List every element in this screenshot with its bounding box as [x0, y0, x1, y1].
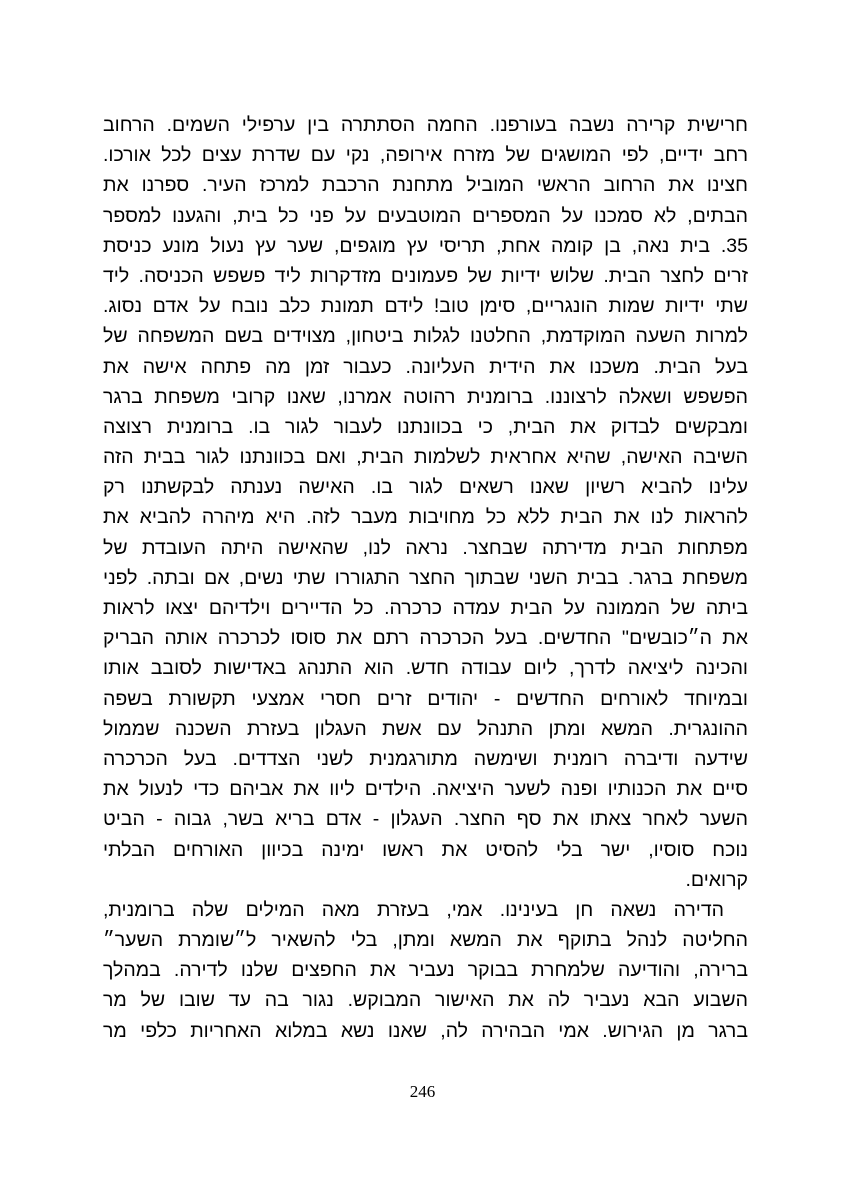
text-line: ההונגרית. המשא ומתן התנהל עם אשת העגלון בעזרת השכנה שממול — [103, 717, 748, 740]
text-line: השיבה האישה, שהיא אחראית לשלמות הבית, ואם בכוונתנו לגור בבית הזה — [103, 446, 748, 469]
text-line: חצינו את הרחוב הראשי המוביל מתחנת הרכבת למרכז העיר. ספרנו את — [103, 174, 748, 197]
body-text — [103, 110, 748, 1046]
text-line: שידעה ודיברה רומנית ושימשה מתורגמנית לשני הצדדים. בעל הכרכרה — [103, 747, 748, 770]
text-line: למרות השעה המוקדמת, החלטנו לגלות ביטחון, מצוידים בשם המשפחה של — [103, 325, 748, 348]
text-line: עלינו להביא רשיון שאנו רשאים לגור בו. האישה נענתה לבקשתנו רק — [103, 476, 748, 499]
text-line: רחב ידיים, לפי המושגים של מזרח אירופה, נקי עם שדרת עצים לכל אורכו. — [103, 144, 748, 167]
text-line: ביתה של הממונה על הבית עמדה כרכרה. כל הדיירים וילדיהם יצאו לראות — [103, 597, 748, 619]
text-line: זרים לחצר הבית. שלוש ידיות של פעמונים מזדקרות ליד פשפש הכניסה. ליד — [103, 264, 748, 287]
text-line: הבתים, לא סמכנו על המספרים המוטבעים על פני כל בית, והגענו למספר — [103, 204, 748, 227]
text-line: השער לאחר צאתו את סף החצר. העגלון - אדם בריא בשר, גבוה - הביט — [103, 808, 748, 831]
text-line: להראות לנו את הבית ללא כל מחויבות מעבר לזה. היא מיהרה להביא את — [103, 506, 748, 529]
text-line: שתי ידיות שמות הונגריים, סימן טוב! לידם תמונת כלב נובח על אדם נסוג. — [103, 295, 748, 318]
text-line: השבוע הבא נעביר לה את האישור המבוקש. נגור בה עד שובו של מר — [103, 989, 748, 1012]
paragraph — [103, 110, 748, 895]
page-number: 246 — [409, 1082, 436, 1101]
text-line: קרואים. — [685, 868, 748, 891]
text-line: ברגר מן הגירוש. אמי הבהירה לה, שאנו נשא במלוא האחריות כלפי מר — [103, 1019, 748, 1042]
text-line: מפתחות הבית מדירתה שבחצר. נראה לנו, שהאישה היתה העובדת של — [103, 536, 748, 559]
paragraph — [103, 895, 748, 1046]
text-line: משפחת ברגר. בבית השני שבתוך החצר התגוררו שתי נשים, אם ובתה. לפני — [103, 566, 748, 589]
text-line: את ה״כובשים'' החדשים. בעל הכרכרה רתם את סוסו לכרכרה אותה הבריק — [103, 627, 748, 650]
text-line: ומבקשים לבדוק את הבית, כי בכוונתנו לעבור לגור בו. ברומנית רצוצה — [103, 415, 748, 438]
text-line: ברירה, והודיעה שלמחרת בבוקר נעביר את החפצים שלנו לדירה. במהלך — [103, 959, 748, 982]
text-line: בעל הבית. משכנו את הידית העליונה. כעבור זמן מה פתחה אישה את — [103, 355, 748, 378]
text-line: חרישית קרירה נשבה בעורפנו. החמה הסתתרה בין ערפילי השמים. הרחוב — [103, 114, 748, 136]
text-line: הפשפש ושאלה לרצוננו. ברומנית רהוטה אמרנו, שאנו קרובי משפחת ברגר — [103, 385, 748, 408]
text-line: והכינה ליציאה לדרך, ליום עבודה חדש. הוא התנהג באדישות לסובב אותו — [103, 657, 748, 680]
text-line: החליטה לנהל בתוקף את המשא ומתן, בלי להשאיר ל״שומרת השער״ — [103, 929, 748, 952]
text-line: ובמיוחד לאורחים החדשים - יהודים זרים חסרי אמצעי תקשורת בשפה — [103, 687, 748, 710]
text-line: נוכח סוסיו, ישר בלי להסיט את ראשו ימינה בכיוון האורחים הבלתי — [103, 838, 748, 861]
text-line: סיים את הכנותיו ופנה לשער היציאה. הילדים ליוו את אביהם כדי לנעול את — [103, 778, 748, 801]
text-line: 35. בית נאה, בן קומה אחת, תריסי עץ מוגפים, שער עץ נעול מונע כניסת — [103, 234, 748, 257]
text-line: הדירה נשאה חן בעינינו. אמי, בעזרת מאה המילים שלה ברומנית, — [103, 898, 724, 921]
